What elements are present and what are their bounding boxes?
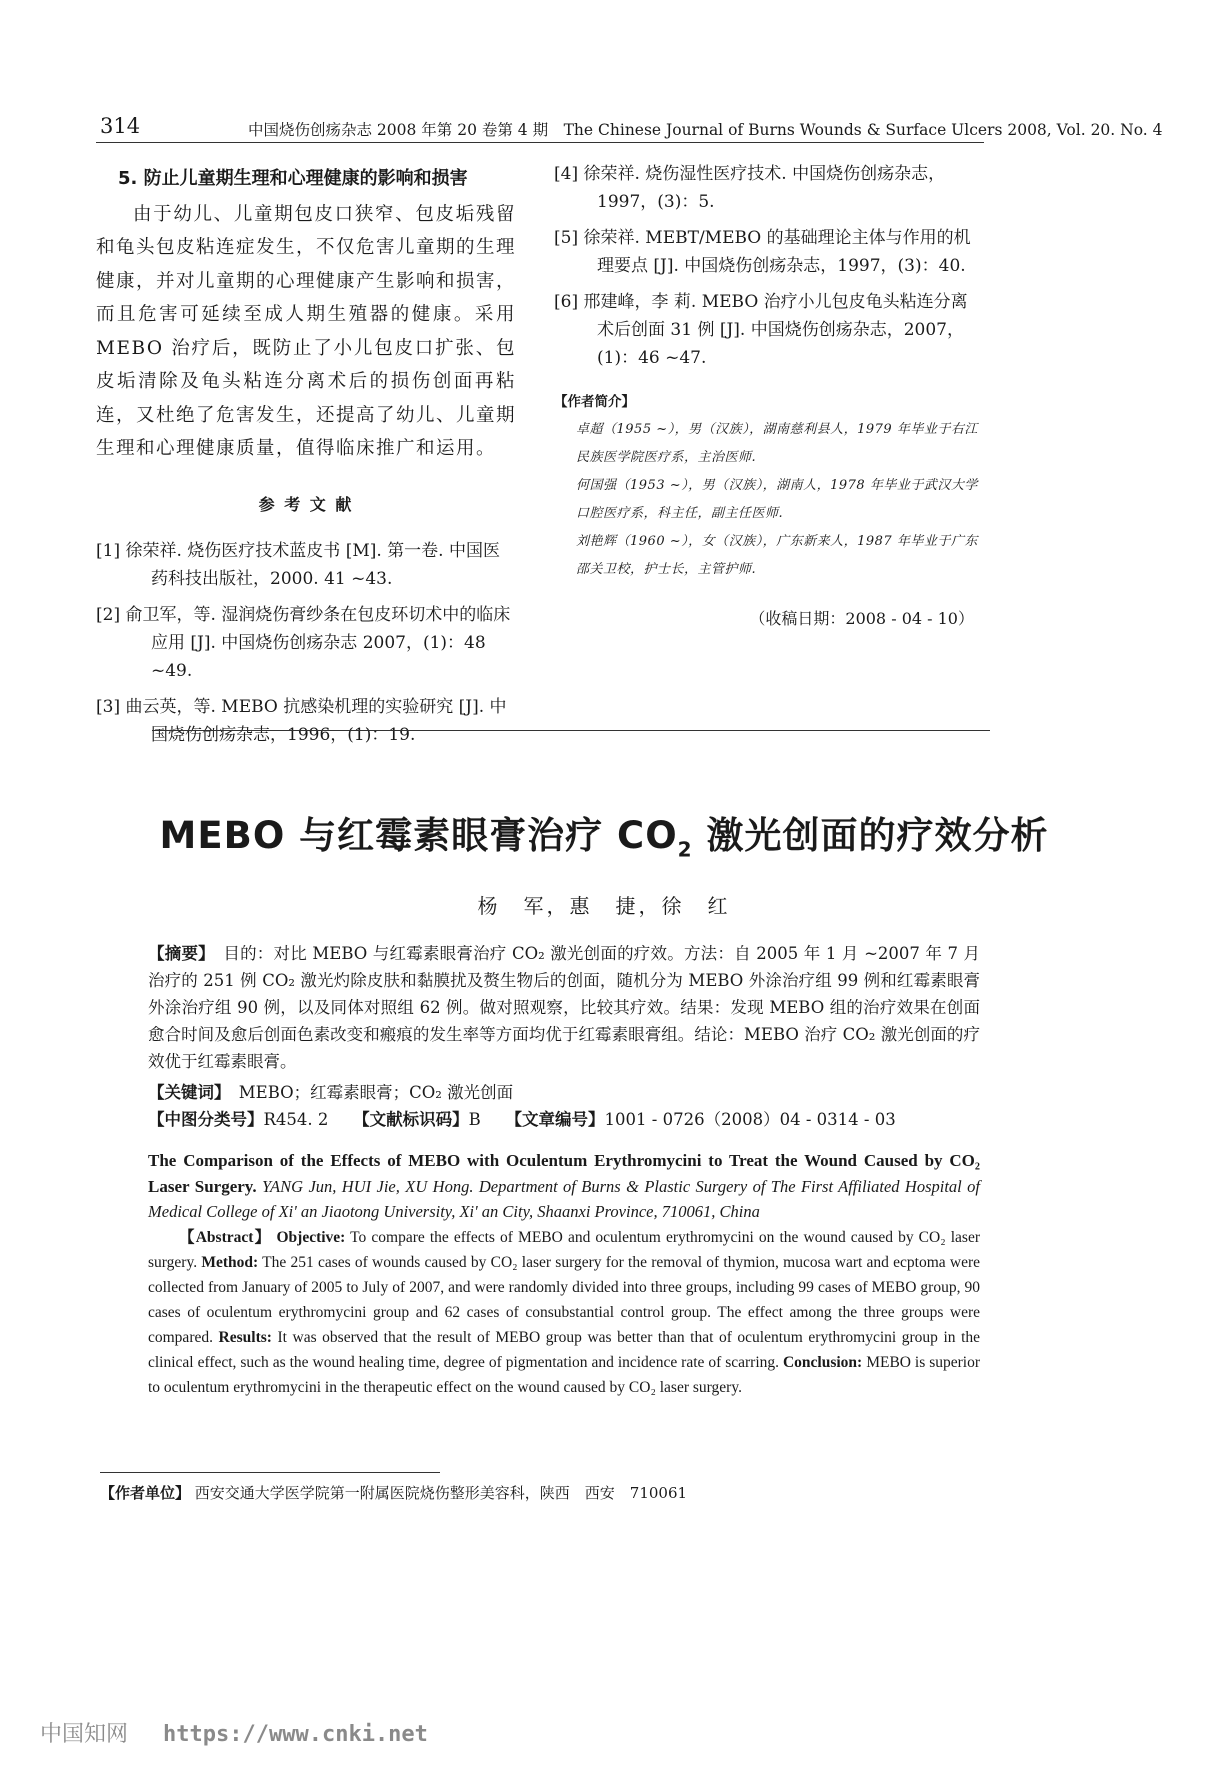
cnki-watermark [40,1717,428,1748]
article-separator [152,730,990,731]
watermark-site-name: 中国知网 [40,1722,129,1747]
author-intro-item: 刘艳辉（1960 ~），女（汉族），广东新来人，1987 年毕业于广东邵关卫校，护士长，主管护师. [576,534,978,577]
abstract-text: 目的：对比 MEBO 与红霉素眼膏治疗 CO₂ 激光创面的疗效。方法：自 2005 年 1 月 ~2007 年 7 月治疗的 251 例 CO₂ 激光灼除皮肤和黏膜扰及赘生物后的创面，随机分为 MEBO 外涂治疗组 99 例和红霉素眼膏外涂治疗组 90 例，以及同体对照组 62 例。做对照观察，比较其疗效。结果：发现 MEBO 组的治疗效果在创面愈合时间及愈后创面色素改变和瘢痕的发生率等方面均优于红霉素眼膏组。结论：MEBO 治疗 CO₂ 激光创面的疗效优于红霉素眼膏。 [148,944,980,1071]
article-authors: 杨 军，惠 捷，徐 红 [477,894,731,918]
article-no-value: 1001 - 0726（2008）04 - 0314 - 03 [604,1110,896,1129]
en-results: It was observed that the result of MEBO group was better than that of oculentum erythromycini group in the clinical effect, such as the wound healing time, degree of pigmentation and incidence rate of scarring. [148,1328,981,1371]
title-main: MEBO 与红霉素眼膏治疗 CO [159,814,678,857]
right-column [554,160,982,629]
author-unit-footnote [100,1482,687,1503]
en-authors-affiliation: YANG Jun, HUI Jie, XU Hong. Department of Burns & Plastic Surgery of The First Affiliated Hospital of Medical College of Xi' an Jiaotong University, Xi' an City, Shaanxi Province, 710061, China [148,1176,981,1221]
en-conclusion-label: Conclusion: [782,1353,863,1371]
closing-paragraph: 由于幼儿、儿童期包皮口狭窄、包皮垢残留和龟头包皮粘连症发生，不仅危害儿童期的生理健康，并对儿童期的心理健康产生影响和损害，而且危害可延续至成人期生殖器的健康。采用 MEBO 治疗后，既防止了小儿包皮口扩张、包皮垢清除及龟头粘连分离术后的损伤创面再粘连，又杜绝了危害发生，还提高了幼儿、儿童期生理和心理健康质量，值得临床推广和运用。 [96,203,517,459]
left-column [96,162,516,757]
reference-item: [5] 徐荣祥. MEBT/MEBO 的基础理论主体与作用的机理要点 [J]. 中国烧伤创疡杂志，1997，(3)：40. [554,228,971,276]
keywords-label: 【关键词】 [148,1083,223,1102]
watermark-url[interactable]: https://www.cnki.net [163,1722,428,1747]
reference-item: [6] 邢建峰，李 莉. MEBO 治疗小儿包皮龟头粘连分离术后创面 31 例 [J]. 中国烧伤创疡杂志，2007，(1)：46 ~47. [554,292,968,368]
classification-value: R454. 2 [263,1110,329,1129]
article-no-label: 【文章编号】 [513,1110,605,1129]
section-heading: 5. 防止儿童期生理和心理健康的影响和损害 [118,168,468,189]
footnote-rule [100,1472,440,1473]
title-subscript: 2 [677,837,693,862]
doc-code-value: B [468,1110,481,1129]
en-method-label: Method: [201,1253,259,1271]
author-intro-title: 【作者简介】 [554,394,635,410]
article-title [0,805,1208,861]
classification-label: 【中图分类号】 [148,1110,264,1129]
doc-code-label: 【文献标识码】 [361,1110,469,1129]
reference-item: [1] 徐荣祥. 烧伤医疗技术蓝皮书 [M]. 第一卷. 中国医药科技出版社，2000. 41 ~43. [96,540,500,589]
en-objective: To compare the effects of MEBO and oculentum erythromycini on the wound caused by CO₂ laser surgery. [148,1228,980,1271]
page-number: 314 [100,114,141,138]
en-title: The Comparison of the Effects of MEBO with Oculentum Erythromycini to Treat the Wound Caused by CO₂ Laser Surgery. [148,1151,980,1196]
title-rest: 激光创面的疗效分析 [692,814,1049,857]
author-unit-label: 【作者单位】 [100,1484,191,1502]
abstract-label: 【摘要】 [148,944,207,963]
en-results-label: Results: [218,1328,272,1346]
abstract-en [148,1148,980,1400]
journal-header: 中国烧伤创疡杂志 2008 年第 20 卷第 4 期 The Chinese Journal of Burns Wounds & Surface Ulcers 2008, Vol. 20. No. 4 [248,121,1163,139]
en-abstract-label: 【Abstract】 [179,1228,272,1246]
received-date: （收稿日期：2008 - 04 - 10） [749,609,974,628]
reference-item: [3] 曲云英，等. MEBO 抗感染机理的实验研究 [J]. 中国烧伤创疡杂志，1996，(1)：19. [96,696,507,745]
author-intro-item: 卓超（1955 ~），男（汉族），湖南慈利县人，1979 年毕业于右江民族医学院医疗系，主治医师. [576,422,978,465]
reference-item: [2] 俞卫军，等. 湿润烧伤膏纱条在包皮环切术中的临床应用 [J]. 中国烧伤创疡杂志 2007，(1)：48 ~49. [96,604,511,681]
en-objective-label: Objective: [276,1228,346,1246]
author-unit-text: 西安交通大学医学院第一附属医院烧伤整形美容科，陕西 西安 710061 [194,1484,688,1502]
en-method: The 251 cases of wounds caused by CO₂ laser surgery for the removal of thymion, mucosa wart and ecptoma were collected from January of 2005 to July of 2007, and were randomly divided into three groups, including 99 cases of MEBO group, 90 cases of oculentum erythromycini group and 62 cases of consubstantial control group. The effect among the three groups were compared. [148,1253,980,1346]
en-conclusion: MEBO is superior to oculentum erythromycini in the therapeutic effect on the wound caused by CO₂ laser surgery. [148,1353,981,1396]
author-intro-item: 何国强（1953 ~），男（汉族），湖南人，1978 年毕业于武汉大学口腔医疗系，科主任，副主任医师. [576,478,978,521]
reference-item: [4] 徐荣祥. 烧伤湿性医疗技术. 中国烧伤创疡杂志，1997，(3)：5. [554,164,946,212]
references-title: 参 考 文 献 [258,494,354,514]
keywords-text: MEBO；红霉素眼膏；CO₂ 激光创面 [238,1083,514,1102]
header-rule [96,142,984,143]
abstract-cn [148,940,980,1133]
